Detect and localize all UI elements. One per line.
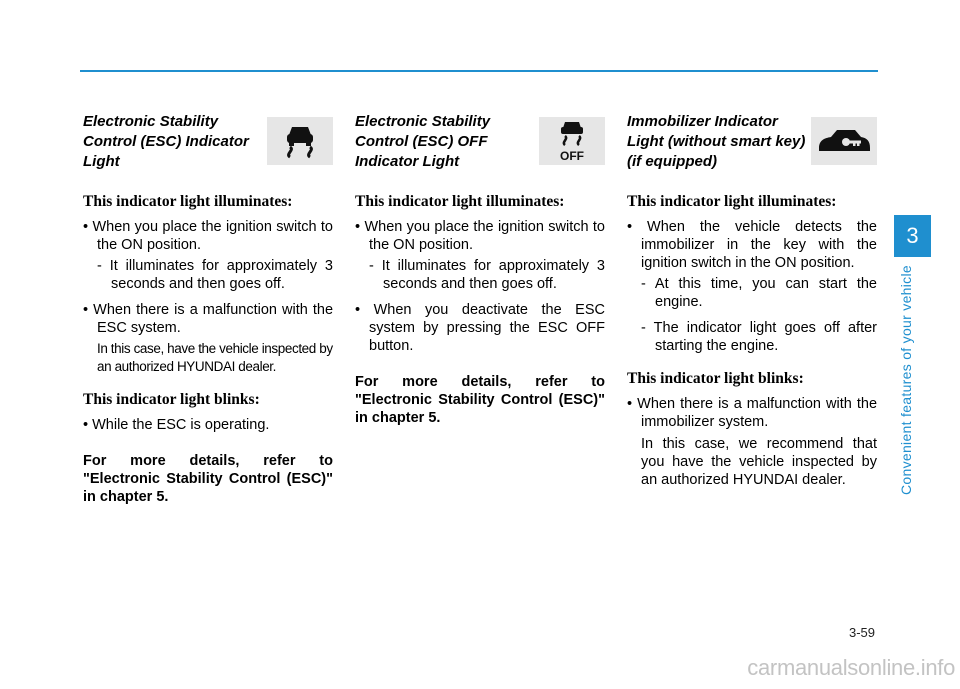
list-item: - The indicator light goes off after starting the engine. (641, 320, 877, 354)
blinks-heading: This indicator light blinks: (83, 391, 260, 408)
list-item: • When you place the ignition switch to the ON position. (355, 219, 605, 253)
reference-text: For more details, refer to "Electronic Stability Control (ESC)" in chapter 5. (355, 374, 605, 426)
section-title: Electronic Stability Control (ESC) Indicator Light (83, 113, 249, 170)
chapter-tab: 3 (894, 215, 931, 257)
section-header (355, 112, 605, 178)
page-number: 3-59 (848, 625, 875, 640)
note-text: In this case, we recommend that you have the vehicle inspected by an authorized HYUNDAI dealer. (641, 436, 877, 488)
section-header (627, 112, 877, 178)
list-item: - At this time, you can start the engine. (641, 276, 877, 310)
icon-label: OFF (560, 149, 584, 163)
list-item: - It illuminates for approximately 3 seconds and then goes off. (369, 258, 605, 292)
list-item: • When the vehicle detects the immobilizer in the key with the ignition switch in the ON position. (627, 219, 877, 271)
list-item: • When you place the ignition switch to the ON position. (83, 219, 333, 253)
section-title: Electronic Stability Control (ESC) OFF Indicator Light (355, 113, 491, 170)
illuminates-heading: This indicator light illuminates: (355, 193, 565, 210)
esc-off-indicator-icon (539, 117, 605, 165)
watermark-text: carmanualsonline.info (747, 655, 955, 680)
section-header (83, 112, 333, 178)
list-item: • When you deactivate the ESC system by pressing the ESC OFF button. (355, 302, 605, 354)
esc-indicator-icon (267, 117, 333, 165)
illuminates-heading: This indicator light illuminates: (83, 193, 293, 210)
list-item: • When there is a malfunction with the immobilizer system. (627, 396, 878, 430)
reference-text: For more details, refer to "Electronic Stability Control (ESC)" in chapter 5. (83, 453, 333, 505)
column-immobilizer-indicator (627, 108, 877, 497)
column-esc-indicator (83, 108, 333, 506)
section-title: Immobilizer Indicator Light (without smart key) (if equipped) (627, 113, 806, 170)
illuminates-heading: This indicator light illuminates: (627, 193, 837, 210)
list-item: • When there is a malfunction with the ESC system. (83, 302, 334, 336)
note-text: In this case, have the vehicle inspected by an authorized HYUNDAI dealer. (97, 341, 333, 374)
column-esc-off-indicator (355, 108, 605, 427)
blinks-heading: This indicator light blinks: (627, 370, 804, 387)
header-rule (80, 70, 878, 72)
list-item: - It illuminates for approximately 3 seconds and then goes off. (97, 258, 333, 292)
immobilizer-indicator-icon (811, 117, 877, 165)
chapter-title: Convenient features of your vehicle (898, 265, 914, 495)
list-item: • While the ESC is operating. (83, 417, 270, 433)
